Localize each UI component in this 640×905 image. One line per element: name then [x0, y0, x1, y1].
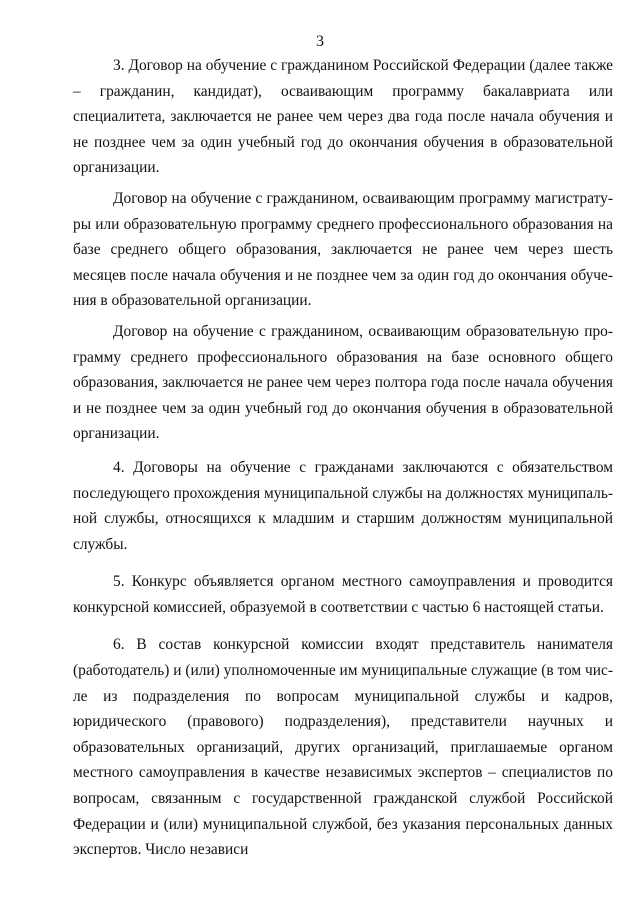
paragraph-article-3-bachelor: 3. Договор на обучение с гражданином Российской Федерации (далее также – гражданин, кандидат), осваивающим программу бакалавриата или специалитета, заключается не ранее чем через два года после начала обучения и не позднее чем за один учебный год до окончания обучения в образовательной организации. — [73, 57, 613, 177]
paragraph-article-5: 5. Конкурс объявляется органом местного самоуправления и проводится конкурсной комиссией, образуемой в соответствии с частью 6 настоящей статьи. — [73, 573, 613, 616]
page-number: 3 — [316, 33, 324, 50]
paragraph-article-4: 4. Договоры на обучение с гражданами заключаются с обязательством последующего прохождения муниципальной службы на должностях муниципальной службы, относящихся к младшим и старшим должностям муниципальной службы. — [73, 458, 614, 553]
paragraph-article-6: 6. В состав конкурсной комиссии входят представитель нанимателя (работодатель) и (или) уполномоченные им муниципальные служащие (в том числе из подразделения по вопросам муниципальной службы и кадров, юридического (правового) подразделения), представители научных и образовательных организаций, других организаций, приглашаемые органом местного самоуправления в качестве независимых экспертов – специалистов по вопросам, связанным с государственной гражданской службой Российской Федерации и (или) муниципальной службой, без указания персональных данных экспертов. Число независи — [73, 636, 613, 859]
document-body — [73, 53, 613, 863]
paragraph-magistracy: Договор на обучение с гражданином, осваивающим программу магистратуры или образовательную программу среднего профессионального образования на базе среднего общего образования, заключается не ранее чем через шесть месяцев после начала обучения и не позднее чем за один год до окончания обучения в образовательной организации. — [73, 189, 613, 310]
paragraph-secondary-professional: Договор на обучение с гражданином, осваивающим образовательную программу среднего профессионального образования на базе основного общего образования, заключается не ранее чем через полтора года после начала обучения и не позднее чем за один учебный год до окончания обучения в образовательной организации. — [73, 322, 613, 443]
